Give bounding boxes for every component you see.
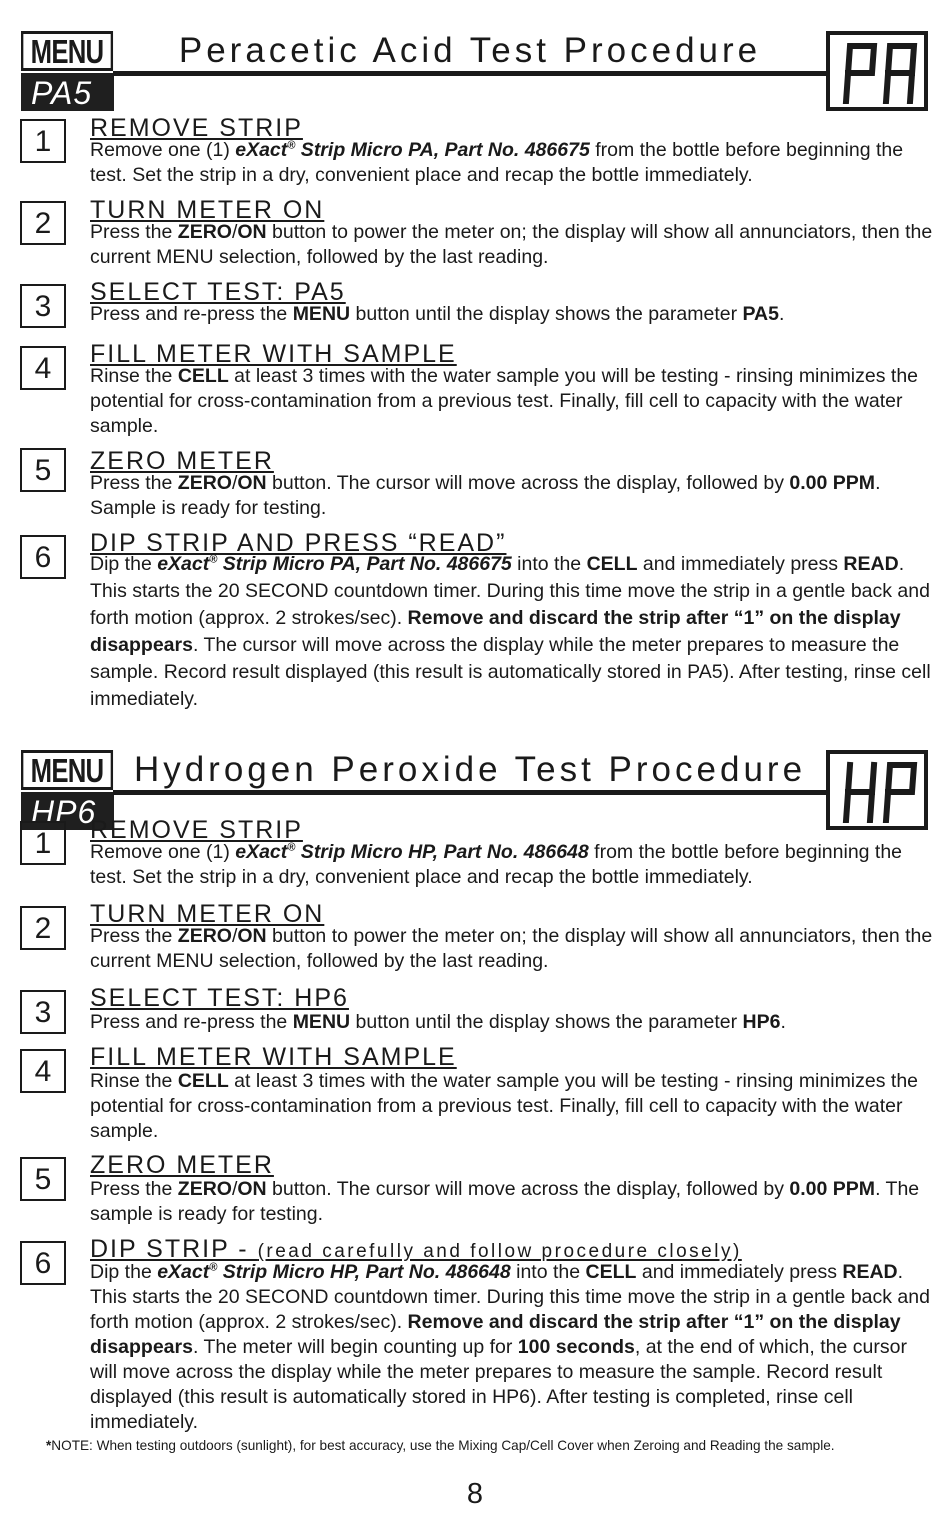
step-text: Press the ZERO/ON button. The cursor will move across the display, followed by 0.00 PPM. The sample is ready for testing. bbox=[90, 1178, 920, 1225]
step-number: 6 bbox=[20, 535, 66, 579]
step-text: Rinse the CELL at least 3 times with the water sample you will be testing - rinsing minimizes the potential for cross-contamination from a previous test. Finally, fill cell to capacity with the water sample. bbox=[90, 1070, 919, 1142]
pa-header bbox=[0, 0, 950, 115]
step-text: Remove one (1) eXact® Strip Micro PA, Part No. 486675 from the bottle before beginning the test. Set the strip in a dry, convenient place and recap the bottle immediately. bbox=[90, 139, 904, 186]
step-title: SELECT TEST: PA5 bbox=[90, 278, 346, 306]
step-title: ZERO METER bbox=[90, 1151, 274, 1179]
pa-display-icon bbox=[826, 31, 928, 111]
page-number: 8 bbox=[466, 1478, 484, 1510]
step-title: REMOVE STRIP bbox=[90, 816, 303, 844]
seven-segment-hp-icon bbox=[838, 761, 922, 823]
step-subtitle: (read carefully and follow procedure closely) bbox=[257, 1241, 742, 1262]
step-number: 4 bbox=[20, 1049, 66, 1093]
step-text: Dip the eXact® Strip Micro HP, Part No. 486648 into the CELL and immediately press READ. This starts the 20 SECOND countdown timer. During this time move the strip in a gentle back and forth motion (approx. 2 strokes/sec). Remove and discard the strip after “1” on the display disappears. The meter will begin counting up for 100 seconds, at the end of which, the cursor will move across the display while the meter prepares to measure the sample. Record result displayed (this result is automatically stored in HP6). After testing is completed, rinse cell immediately. bbox=[90, 1261, 930, 1433]
hp-page-title: Hydrogen Peroxide Test Procedure bbox=[133, 750, 807, 789]
step-text: Press and re-press the MENU button until the display shows the parameter HP6. bbox=[90, 1011, 786, 1033]
step-text: Press the ZERO/ON button to power the meter on; the display will show all annunciators, then the current MENU selection, followed by the last reading. bbox=[90, 925, 933, 972]
hp-display-icon bbox=[826, 750, 928, 830]
pa-page-title: Peracetic Acid Test Procedure bbox=[178, 31, 762, 70]
step-number: 3 bbox=[20, 990, 66, 1034]
step-title: TURN METER ON bbox=[90, 900, 325, 928]
hp-header-rule bbox=[113, 790, 828, 795]
step-number: 2 bbox=[20, 906, 66, 950]
seven-segment-pa-icon bbox=[838, 42, 922, 104]
step-number: 4 bbox=[20, 346, 66, 390]
footnote: *NOTE: When testing outdoors (sunlight), for best accuracy, use the Mixing Cap/Cell Cover when Zeroing and Reading the sample. bbox=[46, 1438, 835, 1453]
step-title: TURN METER ON bbox=[90, 196, 325, 224]
step-text: Press the ZERO/ON button to power the meter on; the display will show all annunciators, then the current MENU selection, followed by the last reading. bbox=[90, 221, 933, 268]
step-number: 1 bbox=[20, 821, 66, 865]
step-number: 1 bbox=[20, 119, 66, 163]
step-text: Press the ZERO/ON button. The cursor will move across the display, followed by 0.00 PPM. Sample is ready for testing. bbox=[90, 472, 881, 519]
step-title: DIP STRIP AND PRESS “READ” bbox=[90, 529, 507, 557]
step-text: Dip the eXact® Strip Micro PA, Part No. 486675 into the CELL and immediately press READ. This starts the 20 SECOND countdown timer. During this time move the strip in a gentle back and forth motion (approx. 2 strokes/sec). Remove and discard the strip after “1” on the display disappears. The cursor will move across the display while the meter prepares to measure the sample. Record result displayed (this result is automatically stored in PA5). After testing, rinse cell immediately. bbox=[90, 553, 931, 710]
pa-menu-label: MENU bbox=[21, 31, 113, 71]
step-number: 5 bbox=[20, 448, 66, 492]
pa-header-rule bbox=[113, 71, 828, 76]
step-number: 2 bbox=[20, 201, 66, 245]
step-title: REMOVE STRIP bbox=[90, 114, 303, 142]
step-text: Remove one (1) eXact® Strip Micro HP, Part No. 486648 from the bottle before beginning the test. Set the strip in a dry, convenient place and recap the bottle immediately. bbox=[90, 841, 903, 888]
step-number: 6 bbox=[20, 1241, 66, 1285]
hp-menu-label: MENU bbox=[21, 750, 113, 790]
step-title: SELECT TEST: HP6 bbox=[90, 984, 349, 1012]
step-title: FILL METER WITH SAMPLE bbox=[90, 340, 457, 368]
step-number: 3 bbox=[20, 284, 66, 328]
step-title: DIP STRIP - (read carefully and follow procedure closely) bbox=[90, 1235, 742, 1263]
step-title: FILL METER WITH SAMPLE bbox=[90, 1043, 457, 1071]
pa-menu-code: PA5 bbox=[21, 73, 114, 111]
step-title: ZERO METER bbox=[90, 447, 274, 475]
step-number: 5 bbox=[20, 1157, 66, 1201]
step-text: Press and re-press the MENU button until the display shows the parameter PA5. bbox=[90, 303, 785, 325]
step-text: Rinse the CELL at least 3 times with the water sample you will be testing - rinsing minimizes the potential for cross-contamination from a previous test. Finally, fill cell to capacity with the water sample. bbox=[90, 365, 919, 437]
hp-menu-code: HP6 bbox=[21, 792, 114, 830]
